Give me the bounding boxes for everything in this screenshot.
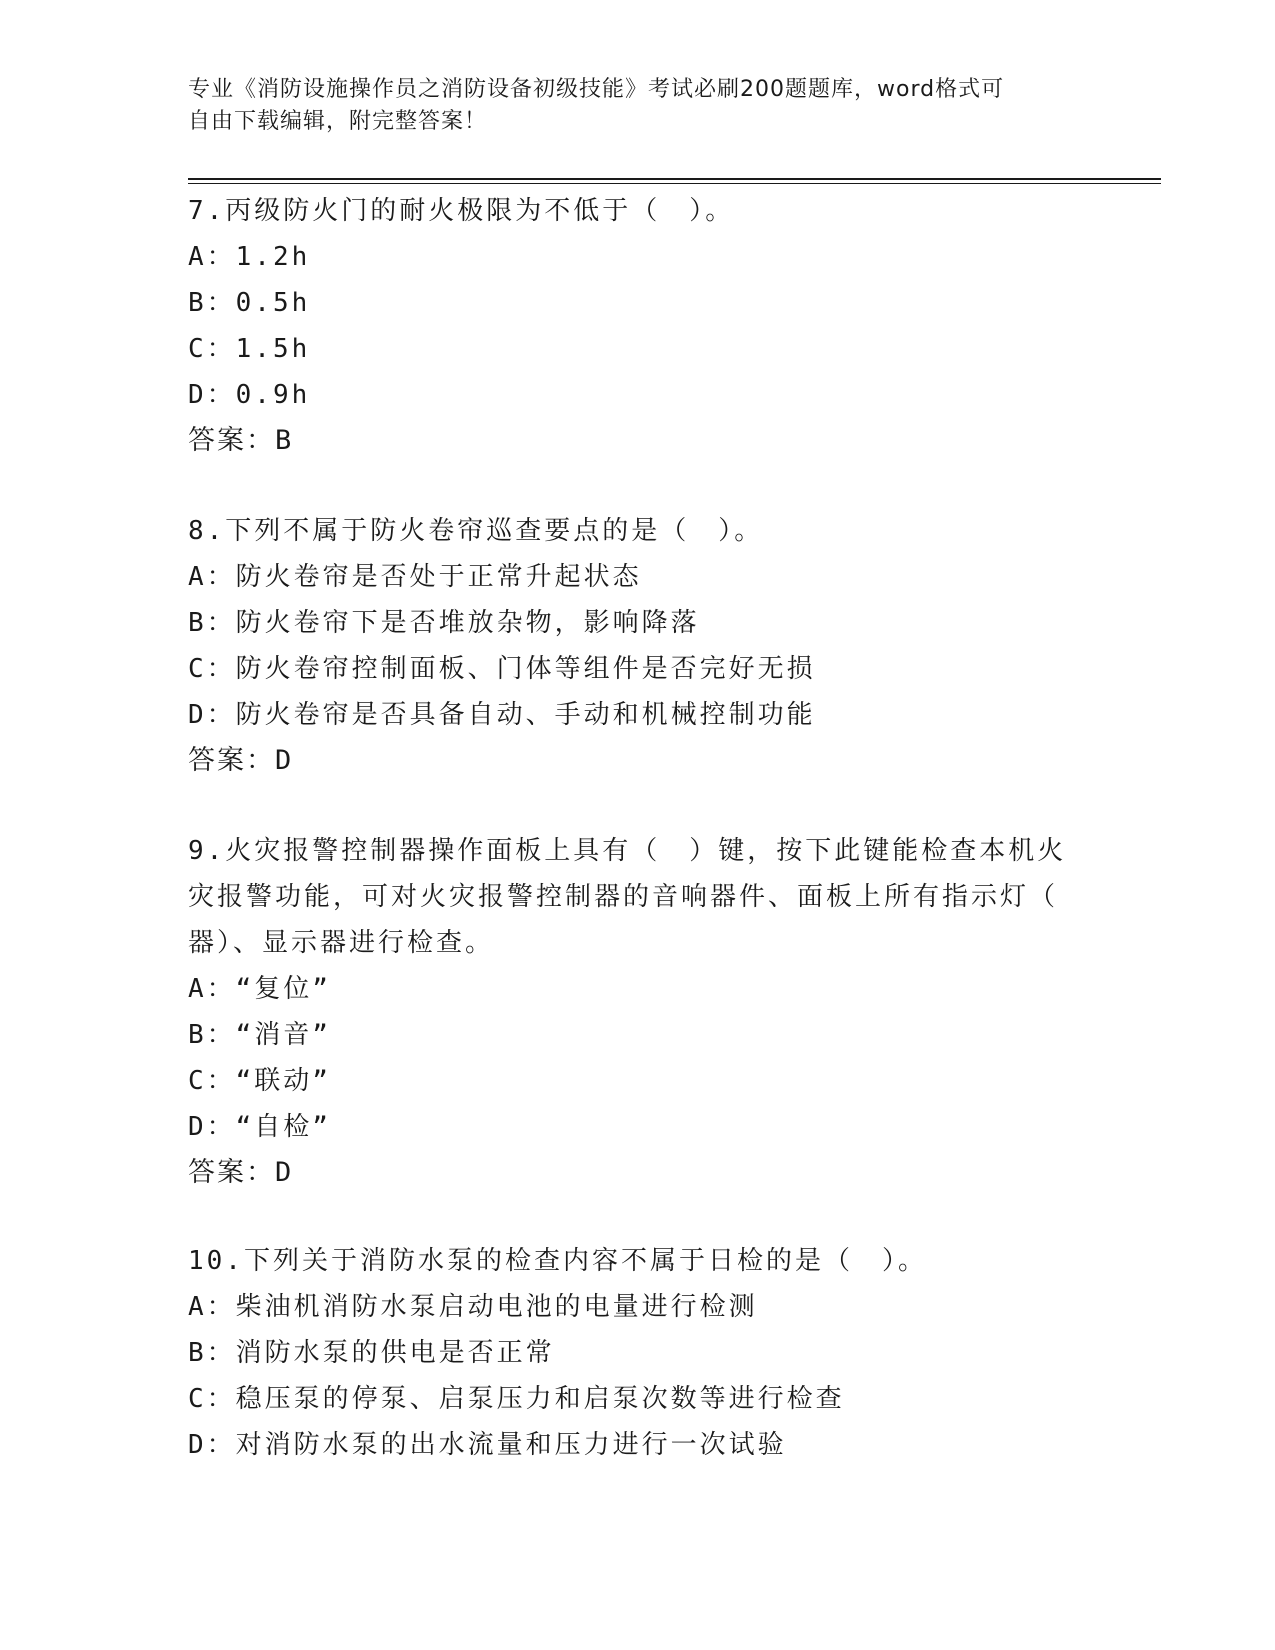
question-stem: 8.下列不属于防火卷帘巡查要点的是（ ）。 [188,516,764,546]
option-a: A：柴油机消防水泵启动电池的电量进行检测 [188,1292,758,1322]
question-stem-line-3: 器）、显示器进行检查。 [188,928,495,958]
answer-label: 答案： [188,745,275,776]
answer-value: D [275,745,294,776]
option-b: B：防火卷帘下是否堆放杂物，影响降落 [188,608,700,638]
option-d: D：0.9h [188,380,311,410]
question-7 [188,188,1088,464]
option-d: D：防火卷帘是否具备自动、手动和机械控制功能 [188,700,816,730]
answer-line [188,418,1088,464]
question-10 [188,1238,1088,1468]
question-stem-line-1: 9.火灾报警控制器操作面板上具有（ ）键，按下此键能检查本机火 [188,836,1067,866]
question-stem: 10.下列关于消防水泵的检查内容不属于日检的是（ ）。 [188,1246,927,1276]
option-c: C：“联动” [188,1066,331,1096]
option-d: D：“自检” [188,1112,331,1142]
option-b: B：消防水泵的供电是否正常 [188,1338,555,1368]
answer-value: D [275,1157,294,1188]
option-a: A：“复位” [188,974,331,1004]
question-stem: 7.丙级防火门的耐火极限为不低于（ ）。 [188,196,735,226]
header-divider-thick [188,178,1161,180]
question-stem-line-2: 灾报警功能，可对火灾报警控制器的音响器件、面板上所有指示灯（ [188,882,1059,912]
question-9 [188,828,1088,1196]
answer-line [188,1150,1088,1196]
option-a: A：防火卷帘是否处于正常升起状态 [188,562,642,592]
option-d: D：对消防水泵的出水流量和压力进行一次试验 [188,1430,787,1460]
answer-label: 答案： [188,425,275,456]
document-header [188,74,1088,138]
option-b: B：“消音” [188,1020,331,1050]
header-divider-thin [188,183,1161,184]
question-8 [188,508,1088,784]
option-b: B：0.5h [188,288,311,318]
option-a: A：1.2h [188,242,311,272]
answer-value: B [275,425,294,456]
answer-line [188,738,1088,784]
option-c: C：稳压泵的停泵、启泵压力和启泵次数等进行检查 [188,1384,845,1414]
option-c: C：1.5h [188,334,311,364]
header-line-2: 自由下载编辑，附完整答案！ [188,109,488,134]
answer-label: 答案： [188,1157,275,1188]
option-c: C：防火卷帘控制面板、门体等组件是否完好无损 [188,654,816,684]
header-line-1: 专业《消防设施操作员之消防设备初级技能》考试必刷200题题库，word格式可 [188,77,1005,102]
